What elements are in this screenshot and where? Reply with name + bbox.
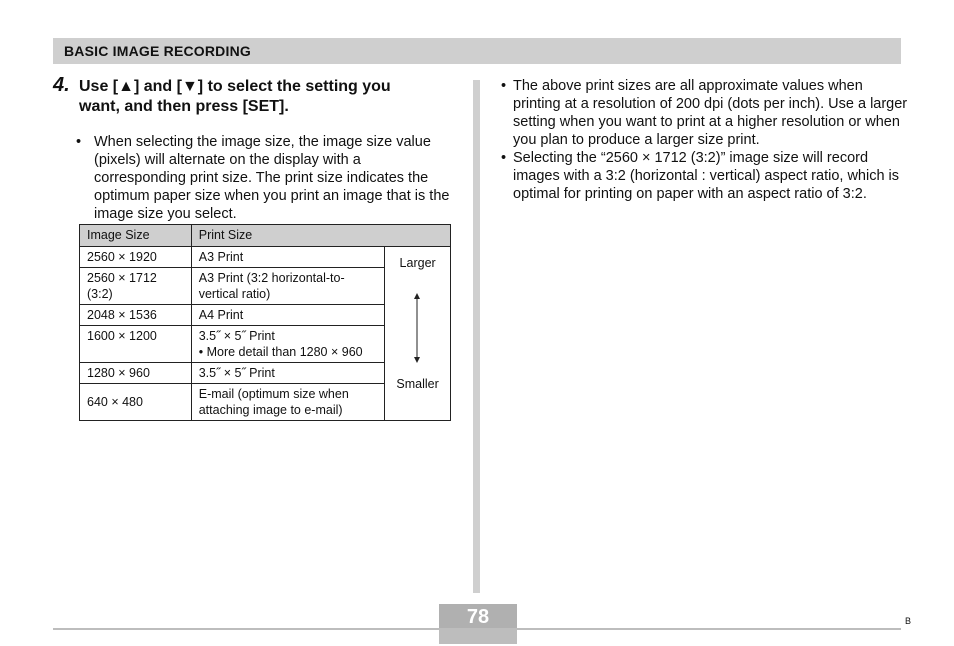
bullet-text: Selecting the “2560 × 1712 (3:2)” image size will record images with a 3:2 (horizontal : vertical) aspect ratio, which is optimal for printing on paper with an aspect ratio of 3:2. [513,150,900,202]
larger-label: Larger [399,256,436,270]
cell-print-size-line1: 3.5˝ × 5˝ Print [198,329,275,343]
list-item [501,77,911,149]
cell-print-size: A3 Print [191,247,385,268]
cell-print-size-note: • More detail than 1280 × 960 [198,345,363,359]
left-bullet-list [76,133,456,223]
cell-image-size: 2560 × 1712 (3:2) [80,268,192,305]
image-size-table [79,224,451,421]
cell-print-size: E-mail (optimum size when attaching image to e-mail) [191,384,385,421]
step-instruction-line2: want, and then press [SET]. [79,98,289,115]
list-item [76,133,456,223]
step-4 [53,75,453,117]
page-number: 78 [466,606,490,628]
cell-image-size: 2048 × 1536 [80,305,192,326]
cell-image-size: 2560 × 1920 [80,247,192,268]
cell-print-size: A4 Print [191,305,385,326]
right-column [501,77,911,203]
cell-image-size: 1280 × 960 [80,363,192,384]
left-column [53,75,453,223]
right-bullet-list [501,77,911,203]
section-header-bar [53,38,901,64]
cell-image-size: 1600 × 1200 [80,326,192,363]
header-image-size: Image Size [80,225,192,247]
step-instruction [79,77,391,117]
cell-print-size: A3 Print (3:2 horizontal-to-vertical ratio) [191,268,385,305]
section-title: BASIC IMAGE RECORDING [64,43,251,59]
table-header-row [80,225,451,247]
list-item [501,149,911,203]
table-row [80,247,451,268]
page-number-box [439,604,517,644]
step-number: 4. [53,74,70,96]
step-instruction-line1: Use [▲] and [▼] to select the setting you [79,78,391,95]
bullet-dot: • [76,134,82,150]
column-divider [473,80,480,593]
arrow-heads-icon [412,293,422,363]
language-code: B [905,616,912,626]
cell-print-size [191,326,385,363]
bullet-text: When selecting the image size, the image size value (pixels) will alternate on the display with a corresponding print size. The print size indicates the optimum paper size when you print an image that is the image size you select. [94,134,450,222]
cell-print-size: 3.5˝ × 5˝ Print [191,363,385,384]
cell-image-size: 640 × 480 [80,384,192,421]
smaller-label: Smaller [396,377,439,391]
header-print-size: Print Size [191,225,450,247]
size-scale-column [385,247,451,421]
bullet-text: The above print sizes are all approximate values when printing at a resolution of 200 dpi (dots per inch). Use a larger setting when you want to print at a higher resolution or when you plan to produce a larger size print. [513,78,908,148]
bullet-dot: • [501,78,507,94]
bullet-dot: • [501,150,507,166]
